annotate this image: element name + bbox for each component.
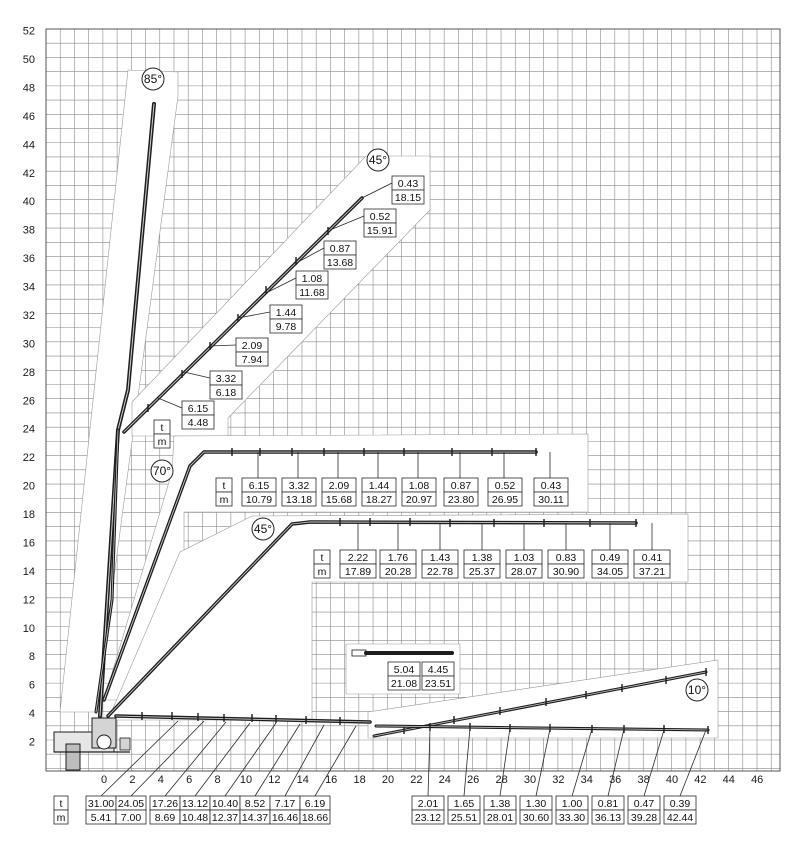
boom-70-load-2-t-value: 2.09 (328, 480, 350, 492)
boom-45-top-load-6-t-value: 3.32 (215, 373, 237, 385)
bottom-right-load-0 (412, 796, 444, 824)
bottom-right-load-7-t-value: 0.39 (669, 798, 691, 810)
boom-45-mid-load-1 (380, 550, 416, 578)
bottom-right-load-4-m-value: 33.30 (558, 812, 586, 824)
bottom-left-load-4-t-value: 10.40 (211, 798, 239, 810)
x-tick-label: 40 (665, 774, 679, 786)
x-tick-label: 0 (100, 774, 108, 786)
boom-45-top-units-m: m (157, 436, 167, 448)
bottom-left-load-1 (116, 796, 146, 824)
jib-load-0 (388, 662, 420, 690)
bottom-right-load-4 (556, 796, 588, 824)
angle-45-top (367, 149, 389, 171)
boom-70-load-3-m-value: 18.27 (365, 494, 393, 506)
boom-70-load-3 (362, 478, 396, 506)
bottom-right-load-5 (592, 796, 624, 824)
boom-45-mid-load-0-m-value: 17.89 (344, 566, 372, 578)
y-tick-label: 24 (22, 423, 35, 436)
boom-45-mid-load-4-m-value: 28.07 (510, 566, 538, 578)
y-tick-label: 36 (22, 253, 35, 266)
y-tick-label: 10 (22, 622, 35, 635)
y-tick-label: 22 (22, 452, 35, 465)
boom-45-top-load-6-m-value: 6.18 (215, 387, 237, 399)
boom-45-mid-load-1-m-value: 20.28 (384, 566, 412, 578)
boom-70-load-4 (402, 478, 436, 506)
bottom-left-load-6-m-value: 16.46 (271, 812, 299, 824)
boom-45-mid-load-3-m-value: 25.37 (468, 566, 496, 578)
x-tick-label: 34 (580, 774, 593, 786)
boom-45-mid-load-6 (592, 550, 628, 578)
x-tick-label: 2 (129, 774, 136, 786)
bottom-left-load-2-t-value: 17.26 (151, 798, 179, 810)
boom-70-load-2 (322, 478, 356, 506)
boom-70-load-7-m-value: 30.11 (538, 494, 564, 506)
y-tick-label: 26 (22, 395, 35, 408)
x-tick-label: 42 (694, 774, 707, 786)
bottom-right-load-6-m-value: 39.28 (630, 812, 658, 824)
boom-45-mid-load-0-t-value: 2.22 (347, 552, 369, 564)
y-tick-label: 12 (22, 594, 35, 607)
boom-45-top-load-3-t-value: 1.08 (301, 273, 323, 285)
bottom-left-load-0-t-value: 31.00 (87, 798, 115, 810)
y-tick-label: 48 (22, 82, 35, 95)
boom-45-mid-load-2 (422, 550, 458, 578)
boom-45-mid-load-6-t-value: 0.49 (599, 552, 621, 564)
bottom-left-load-3-t-value: 13.12 (181, 798, 209, 810)
boom-45-top-load-7 (182, 401, 214, 429)
x-tick-label: 10 (239, 774, 253, 786)
y-tick-label: 2 (28, 736, 35, 749)
x-tick-label: 28 (495, 774, 508, 786)
jib-load-1-t-value: 4.45 (427, 664, 449, 676)
bottom-right-load-1 (448, 796, 480, 824)
boom-45-mid-load-0 (340, 550, 376, 578)
boom-45-top-load-5 (236, 338, 268, 366)
boom-70-load-2-m-value: 15.68 (325, 494, 353, 506)
bottom-right-load-1-m-value: 25.51 (450, 812, 478, 824)
boom-70-load-5-t-value: 0.87 (450, 480, 472, 492)
boom-70-units-m: m (219, 494, 229, 506)
bottom-right-load-2-t-value: 1.38 (489, 798, 511, 810)
x-tick-label: 46 (751, 774, 764, 786)
bottom-left-load-3 (180, 796, 210, 824)
bottom-left-load-0-m-value: 5.41 (90, 812, 112, 824)
boom-45-mid-load-7 (634, 550, 670, 578)
boom-70-load-4-m-value: 20.97 (405, 494, 433, 506)
angle-85 (142, 68, 164, 90)
boom-45-top-load-4-m-value: 9.78 (275, 321, 297, 333)
boom-45-mid-load-7-m-value: 37.21 (638, 566, 666, 578)
bottom-left-load-6 (270, 796, 300, 824)
boom-45-mid-load-1-t-value: 1.76 (387, 552, 409, 564)
boom-70-load-6 (488, 478, 522, 506)
x-tick-label: 4 (157, 774, 164, 786)
x-tick-label: 38 (637, 774, 650, 786)
boom-45-top-load-0 (392, 176, 424, 204)
crane-stabilizer (120, 738, 130, 750)
y-tick-label: 44 (22, 139, 35, 152)
boom-45-mid-load-3 (464, 550, 500, 578)
jib-tip (352, 650, 366, 656)
y-tick-label: 6 (28, 679, 35, 692)
y-tick-label: 38 (22, 224, 35, 237)
x-tick-label: 8 (214, 774, 221, 786)
angle-70 (151, 460, 173, 482)
bottom-left-load-2 (150, 796, 180, 824)
boom-45-top-load-6 (210, 371, 242, 399)
bottom-right-load-0-m-value: 23.12 (414, 812, 442, 824)
boom-45-top-load-3-m-value: 11.68 (299, 287, 325, 299)
boom-45-top-units (154, 420, 170, 448)
angle-45-top-text: 45° (368, 153, 388, 167)
boom-70-load-4-t-value: 1.08 (408, 480, 430, 492)
crane-pivot (97, 735, 111, 749)
boom-70-load-5 (444, 478, 478, 506)
boom-45-top-load-5-m-value: 7.94 (241, 354, 263, 366)
boom-70-load-7 (534, 478, 568, 506)
boom-45-top-load-0-t-value: 0.43 (397, 178, 419, 190)
y-tick-label: 16 (22, 537, 35, 550)
bottom-right-load-5-m-value: 36.13 (594, 812, 622, 824)
bottom-right-load-0-t-value: 2.01 (417, 798, 439, 810)
boom-45-mid-units-t: t (320, 552, 324, 564)
bottom-left-load-7-t-value: 6.19 (304, 798, 326, 810)
x-tick-label: 24 (438, 774, 451, 786)
boom-45-mid-load-2-m-value: 22.78 (426, 566, 454, 578)
bottom-left-load-1-t-value: 24.05 (117, 798, 145, 810)
angle-70-text: 70° (152, 464, 172, 478)
y-tick-label: 34 (22, 281, 35, 294)
boom-70-load-7-t-value: 0.43 (540, 480, 562, 492)
boom-45-top-load-1-t-value: 0.52 (369, 211, 391, 223)
bottom-left-load-5-m-value: 14.37 (241, 812, 269, 824)
boom-45-mid-load-3-t-value: 1.38 (471, 552, 493, 564)
angle-10-text: 10° (687, 683, 707, 697)
bottom-left-load-5-t-value: 8.52 (244, 798, 266, 810)
y-tick-label: 28 (22, 366, 35, 379)
boom-45-mid-load-4 (506, 550, 542, 578)
boom-70-load-0-m-value: 10.79 (245, 494, 273, 506)
bottom-right-load-1-t-value: 1.65 (453, 798, 475, 810)
boom-45-top-load-2 (324, 241, 356, 269)
x-tick-label: 26 (467, 774, 480, 786)
y-tick-label: 52 (22, 25, 35, 38)
x-tick-label: 22 (410, 774, 423, 786)
boom-70-load-1 (282, 478, 316, 506)
bottom-right-load-6 (628, 796, 660, 824)
boom-45-top-load-3 (296, 271, 328, 299)
x-tick-label: 44 (722, 774, 735, 786)
bottom-left-load-7-m-value: 18.66 (301, 812, 329, 824)
bottom-right-load-6-t-value: 0.47 (633, 798, 655, 810)
y-tick-label: 46 (22, 110, 35, 123)
bottom-right-load-5-t-value: 0.81 (597, 798, 619, 810)
bottom-right-load-7-m-value: 42.44 (666, 812, 694, 824)
boom-70-load-6-m-value: 26.95 (491, 494, 519, 506)
boom-70-load-0 (242, 478, 276, 506)
y-tick-label: 14 (22, 565, 35, 578)
x-tick-label: 14 (296, 774, 309, 786)
y-tick-label: 42 (22, 167, 35, 180)
y-tick-label: 30 (22, 338, 35, 351)
boom-70-load-1-t-value: 3.32 (288, 480, 310, 492)
boom-45-top-load-1 (364, 209, 396, 237)
y-tick-label: 18 (22, 509, 35, 522)
x-tick-label: 16 (325, 774, 338, 786)
y-tick-label: 4 (28, 708, 35, 721)
boom-45-top-load-4-t-value: 1.44 (275, 307, 297, 319)
bottom-left-load-4 (210, 796, 240, 824)
bottom-units (54, 796, 68, 824)
boom-45-mid-load-5-t-value: 0.83 (555, 552, 577, 564)
x-tick-label: 18 (353, 774, 366, 786)
bottom-right-load-4-t-value: 1.00 (561, 798, 583, 810)
bottom-left-load-3-m-value: 10.48 (181, 812, 209, 824)
boom-45-mid-load-5 (548, 550, 584, 578)
bottom-left-load-6-t-value: 7.17 (274, 798, 296, 810)
boom-70-units (216, 478, 232, 506)
jib-load-1 (422, 662, 454, 690)
boom-45-top-load-2-t-value: 0.87 (329, 243, 351, 255)
boom-70-units-t: t (222, 480, 226, 492)
bottom-right-load-2-m-value: 28.01 (486, 812, 514, 824)
y-tick-label: 8 (28, 651, 35, 664)
x-tick-label: 20 (381, 774, 395, 786)
jib-load-1-m-value: 23.51 (424, 678, 452, 690)
jib-load-0-m-value: 21.08 (390, 678, 418, 690)
bottom-units-m: m (56, 812, 66, 824)
bottom-right-load-2 (484, 796, 516, 824)
jib-load-0-t-value: 5.04 (393, 664, 415, 676)
x-tick-label: 12 (268, 774, 281, 786)
bottom-left-load-2-m-value: 8.69 (154, 812, 176, 824)
boom-45-mid-load-5-m-value: 30.90 (552, 566, 580, 578)
boom-45-top-load-0-m-value: 18.15 (394, 192, 422, 204)
bottom-left-load-7 (300, 796, 330, 824)
bottom-right-load-7 (664, 796, 696, 824)
boom-70-load-3-t-value: 1.44 (368, 480, 390, 492)
y-tick-label: 20 (22, 480, 35, 493)
boom-45-mid-units-m: m (317, 566, 327, 578)
bottom-left-load-1-m-value: 7.00 (120, 812, 142, 824)
x-tick-label: 6 (186, 774, 193, 786)
bottom-right-load-3 (520, 796, 552, 824)
angle-10 (686, 679, 708, 701)
boom-45-mid-load-6-m-value: 34.05 (596, 566, 624, 578)
boom-45-top-load-7-m-value: 4.48 (187, 417, 209, 429)
y-tick-label: 40 (22, 196, 35, 209)
boom-70-load-0-t-value: 6.15 (248, 480, 270, 492)
bottom-left-load-5 (240, 796, 270, 824)
boom-45-top-units-t: t (160, 422, 164, 434)
bottom-units-t: t (59, 798, 63, 810)
bottom-left-load-4-m-value: 12.37 (211, 812, 239, 824)
angle-85-text: 85° (143, 72, 163, 86)
boom-45-mid-units (314, 550, 330, 578)
y-tick-label: 32 (22, 309, 35, 322)
boom-45-mid-load-7-t-value: 0.41 (641, 552, 663, 564)
boom-45-top-load-7-t-value: 6.15 (187, 403, 209, 415)
boom-45-mid-load-4-t-value: 1.03 (513, 552, 535, 564)
angle-45-mid (252, 518, 274, 540)
bottom-right-load-3-t-value: 1.30 (525, 798, 547, 810)
x-tick-label: 36 (609, 774, 622, 786)
boom-45-mid-load-2-t-value: 1.43 (429, 552, 451, 564)
boom-70-load-5-m-value: 23.80 (447, 494, 475, 506)
boom-70-load-1-m-value: 13.18 (285, 494, 313, 506)
boom-45-top-load-4 (270, 305, 302, 333)
x-tick-label: 32 (552, 774, 565, 786)
bottom-left-load-0 (86, 796, 116, 824)
bottom-right-load-3-m-value: 30.60 (522, 812, 550, 824)
boom-45-top-load-1-m-value: 15.91 (366, 225, 394, 237)
boom-45-top-load-5-t-value: 2.09 (241, 340, 263, 352)
boom-45-top-load-2-m-value: 13.68 (326, 257, 354, 269)
boom-70-load-6-t-value: 0.52 (494, 480, 516, 492)
x-tick-label: 30 (523, 774, 537, 786)
crane-column (66, 744, 80, 770)
angle-45-mid-text: 45° (253, 522, 273, 536)
y-tick-label: 50 (22, 54, 35, 66)
